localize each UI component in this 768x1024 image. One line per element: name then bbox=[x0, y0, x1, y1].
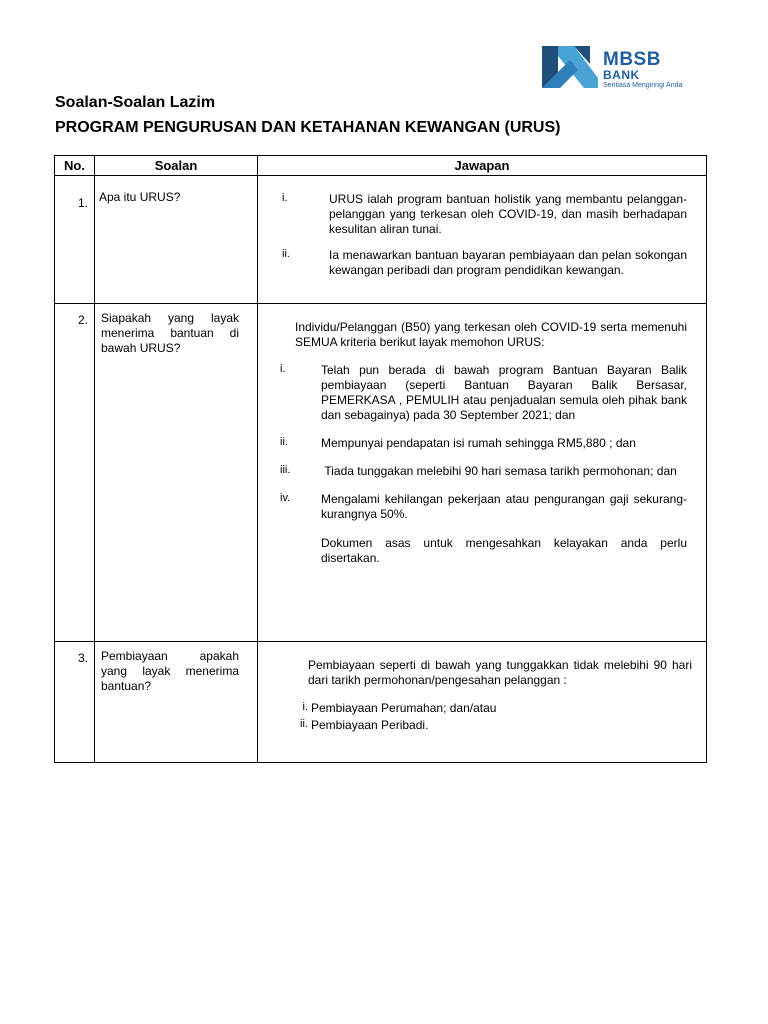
row-number: 2. bbox=[55, 304, 95, 642]
list-item: ii. Pembiayaan Peribadi. bbox=[300, 718, 429, 732]
table-row bbox=[55, 304, 707, 642]
row-number: 3. bbox=[55, 642, 95, 763]
row-question: Apa itu URUS? bbox=[95, 176, 258, 304]
list-item: i. Telah pun berada di bawah program Bantuan Bayaran Balik pembiayaan (seperti Bantuan Bayaran Balik Bersasar, PEMERKASA , PEMULIH atau penjadualan semula oleh pihak bank dan sebagainya) pada 30 September 2021; dan bbox=[280, 363, 687, 422]
list-item: i. Pembiayaan Perumahan; dan/atau bbox=[302, 701, 497, 715]
header-question: Soalan bbox=[95, 156, 258, 176]
row-answer bbox=[258, 304, 707, 642]
answer-intro: Individu/Pelanggan (B50) yang terkesan oleh COVID-19 serta memenuhi SEMUA kriteria berikut layak memohon URUS: bbox=[295, 320, 687, 349]
mbsb-logo-mark-icon bbox=[540, 42, 598, 92]
table-row bbox=[55, 176, 707, 304]
list-item: i. URUS ialah program bantuan holistik yang membantu pelanggan-pelanggan yang terkesan oleh COVID-19, dan masih berhadapan kesulitan aliran tunai. bbox=[282, 192, 687, 236]
row-answer bbox=[258, 176, 707, 304]
list-item: ii. Ia menawarkan bantuan bayaran pembiayaan dan pelan sokongan kewangan peribadi dan program pendidikan kewangan. bbox=[282, 248, 687, 277]
answer-intro: Pembiayaan seperti di bawah yang tunggakkan tidak melebihi 90 hari dari tarikh permohonan/pengesahan pelanggan : bbox=[308, 658, 692, 687]
list-item: iv. Mengalami kehilangan pekerjaan atau pengurangan gaji sekurang-kurangnya 50%. bbox=[280, 492, 687, 521]
row-question: Siapakah yang layak menerima bantuan di bawah URUS? bbox=[95, 304, 258, 642]
table-header-row bbox=[55, 156, 707, 176]
header-answer: Jawapan bbox=[258, 156, 707, 176]
header-no: No. bbox=[55, 156, 95, 176]
answer-note: Dokumen asas untuk mengesahkan kelayakan anda perlu disertakan. bbox=[321, 536, 687, 565]
logo-brand: MBSB bbox=[603, 49, 661, 70]
row-number: 1. bbox=[55, 176, 95, 304]
table-row bbox=[55, 642, 707, 763]
logo-tagline: Sentiasa Mengiringi Anda bbox=[603, 82, 683, 89]
row-question: Pembiayaan apakah yang layak menerima bantuan? bbox=[95, 642, 258, 763]
logo-sub: BANK bbox=[603, 68, 640, 82]
page-title: PROGRAM PENGURUSAN DAN KETAHANAN KEWANGAN (URUS) bbox=[55, 119, 561, 136]
faq-table bbox=[54, 155, 707, 763]
list-item: iii. Tiada tunggakan melebihi 90 hari semasa tarikh permohonan; dan bbox=[280, 464, 677, 478]
list-item: ii. Mempunyai pendapatan isi rumah sehingga RM5,880 ; dan bbox=[280, 436, 636, 450]
mbsb-logo bbox=[540, 40, 710, 96]
row-answer bbox=[258, 642, 707, 763]
page-subtitle: Soalan-Soalan Lazim bbox=[55, 94, 216, 111]
